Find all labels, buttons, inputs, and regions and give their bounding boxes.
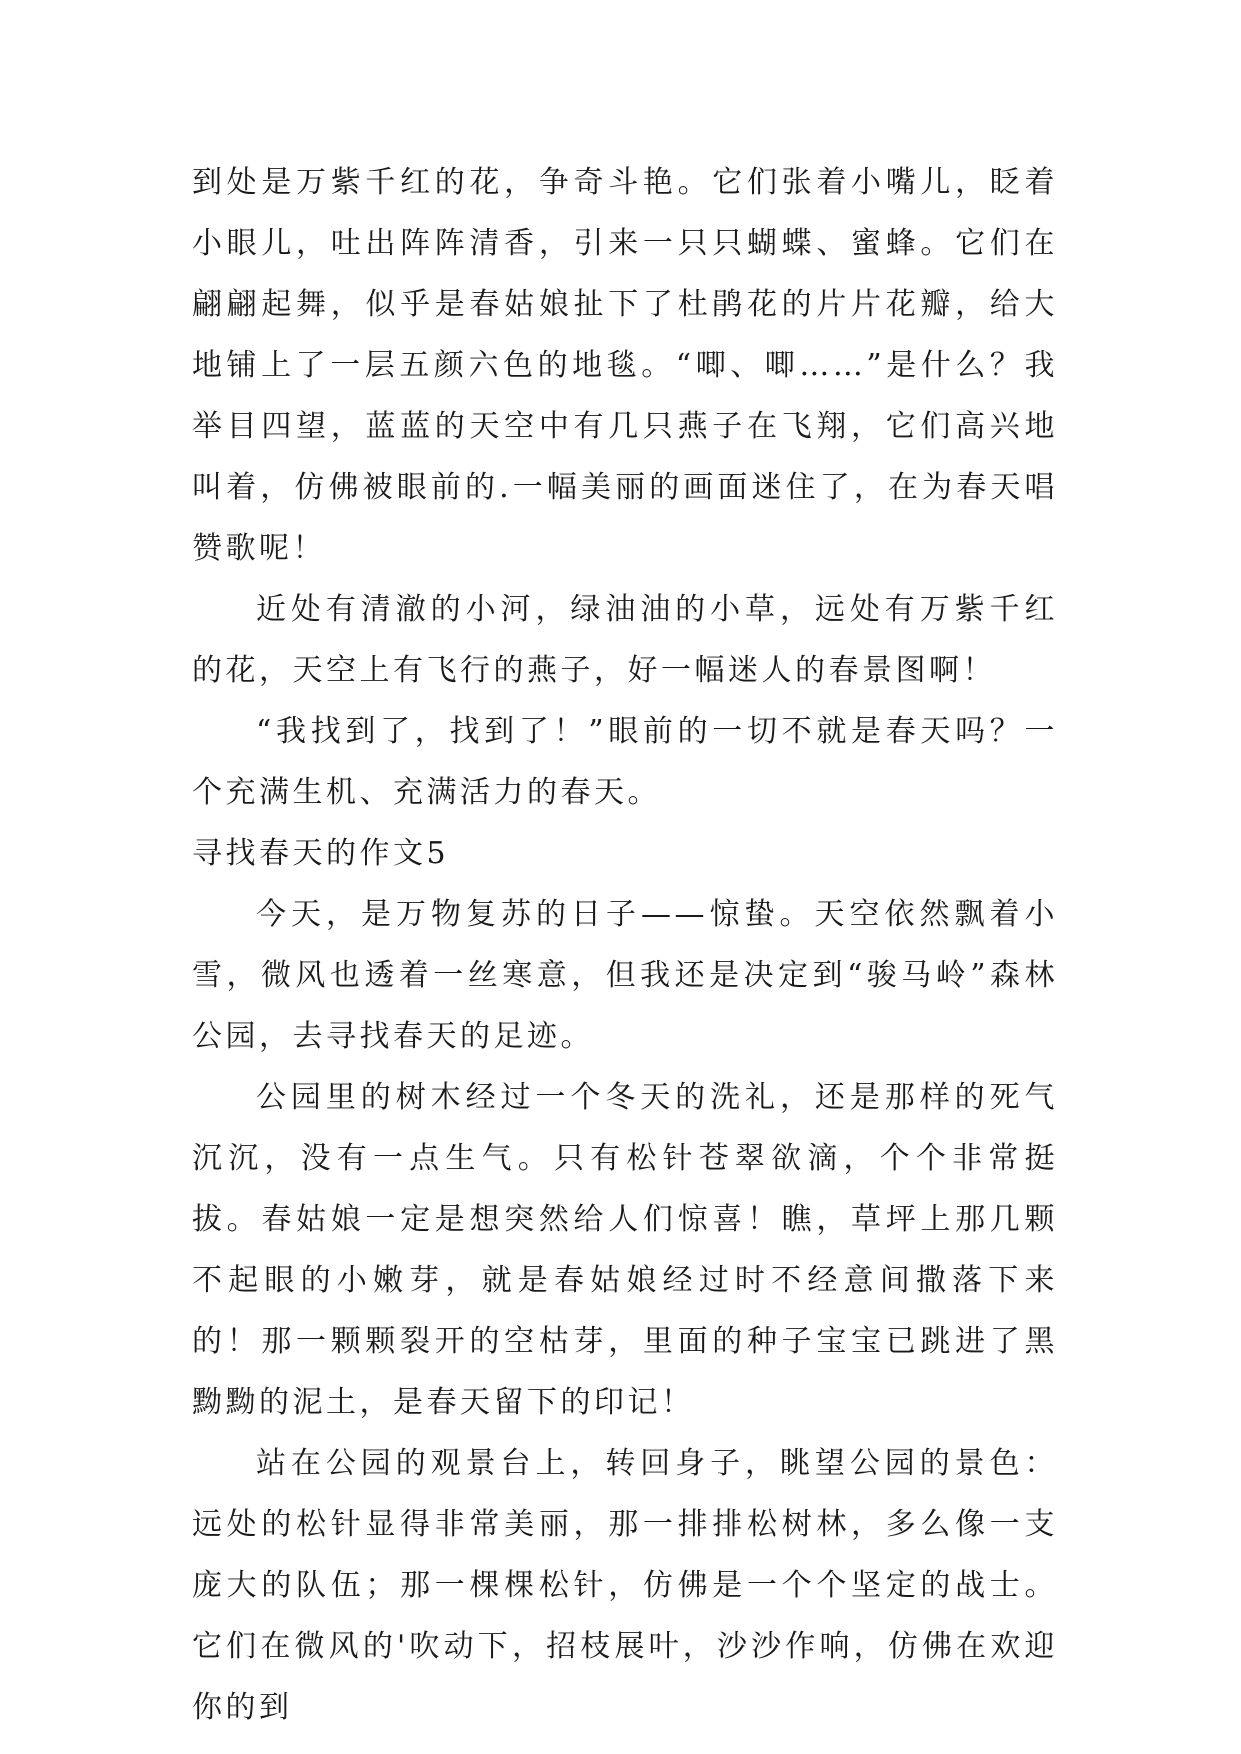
essay-heading: 寻找春天的作文5 [192,836,450,871]
paragraph-jingzhe: 今天，是万物复苏的日子——惊蛰。天空依然飘着小雪，微风也透着一丝寒意，但我还是决定到“骏马岭”森林公园，去寻找春天的足迹。 [192,897,1058,1054]
paragraph-observation-deck: 站在公园的观景台上，转回身子，眺望公园的景色：远处的松针显得非常美丽，那一排排松树林，多么像一支庞大的队伍；那一棵棵松针，仿佛是一个个坚定的战士。它们在微风的'吹动下，招枝展叶，沙沙作响，仿佛在欢迎你的到 [192,1446,1058,1725]
paragraph-park-trees: 公园里的树木经过一个冬天的洗礼，还是那样的死气沉沉，没有一点生气。只有松针苍翠欲滴，个个非常挺拔。春姑娘一定是想突然给人们惊喜！瞧，草坪上那几颗不起眼的小嫩芽，就是春姑娘经过时不经意间撒落下来的！那一颗颗裂开的空枯芽，里面的种子宝宝已跳进了黑黝黝的泥土，是春天留下的印记！ [192,1080,1058,1420]
document-body [192,152,1058,1738]
paragraph-flowers: 到处是万紫千红的花，争奇斗艳。它们张着小嘴儿，眨着小眼儿，吐出阵阵清香，引来一只只蝴蝶、蜜蜂。它们在翩翩起舞，似乎是春姑娘扯下了杜鹃花的片片花瓣，给大地铺上了一层五颜六色的地毯。“唧、唧……”是什么？我举目四望，蓝蓝的天空中有几只燕子在飞翔，它们高兴地叫着，仿佛被眼前的.一幅美丽的画面迷住了，在为春天唱赞歌呢！ [192,165,1058,566]
paragraph-spring-scene: 近处有清澈的小河，绿油油的小草，远处有万紫千红的花，天空上有飞行的燕子，好一幅迷人的春景图啊！ [192,592,1058,688]
paragraph-found-spring: “我找到了，找到了！”眼前的一切不就是春天吗？一个充满生机、充满活力的春天。 [192,714,1058,810]
